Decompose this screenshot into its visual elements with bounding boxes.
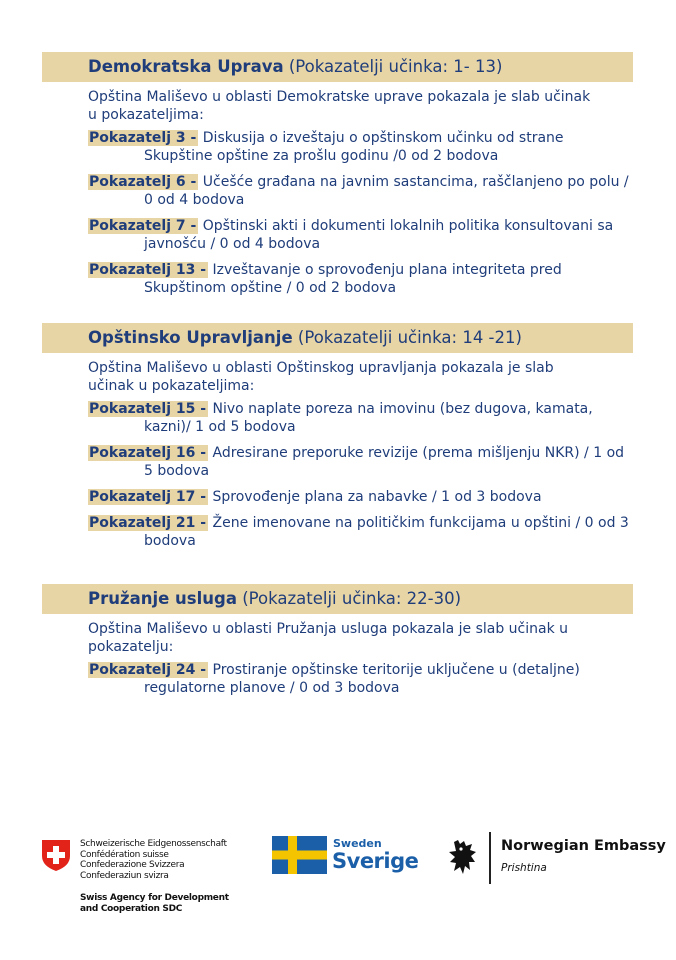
section-opstinsko-upravljanje: [42, 323, 633, 550]
indicator-label: Pokazatelj 7 -: [89, 218, 197, 234]
swiss-flag-icon: [40, 838, 72, 872]
indicator-item: [42, 129, 633, 165]
indicator-text: Učešće građana na javnim sastancima, raščlanjeno po polu /: [198, 174, 629, 190]
swiss-line: Schweizerische Eidgenossenschaft: [80, 839, 227, 849]
section-range: (Pokazatelji učinka: 22-30): [242, 589, 462, 608]
prishtina-label: Prishtina: [501, 862, 547, 874]
indicator-item: [42, 217, 633, 253]
sverige-label: Sverige: [332, 849, 419, 873]
indicator-text: Diskusija o izveštaju o opštinskom učinku od strane: [198, 130, 564, 146]
sponsor-logos: [0, 820, 676, 940]
indicator-item: [42, 261, 633, 297]
indicator-text-cont: bodova: [144, 533, 196, 549]
intro-line: Opština Mališevo u oblasti Demokratske uprave pokazala je slab učinak: [88, 89, 591, 105]
norwegian-lion-icon: [446, 838, 480, 876]
indicator-text-cont: kazni)/ 1 od 5 bodova: [144, 419, 296, 435]
section-pruzanje-usluga: [42, 584, 633, 697]
indicator-label: Pokazatelj 16 -: [89, 445, 207, 461]
agency-line: Swiss Agency for Development: [80, 893, 229, 903]
indicator-item: [42, 488, 633, 506]
indicator-label: Pokazatelj 3 -: [89, 130, 197, 146]
intro-line: učinak u pokazateljima:: [88, 378, 255, 394]
agency-line: and Cooperation SDC: [80, 904, 183, 914]
intro-line: u pokazateljima:: [88, 107, 204, 123]
indicator-text: Izveštavanje o sprovođenju plana integriteta pred: [208, 262, 562, 278]
intro-line: Opština Mališevo u oblasti Opštinskog upravljanja pokazala je slab: [88, 360, 554, 376]
indicator-text: Nivo naplate poreza na imovinu (bez dugova, kamata,: [208, 401, 593, 417]
indicator-text-cont: 5 bodova: [144, 463, 210, 479]
indicator-text-cont: Skupštinom opštine / 0 od 2 bodova: [144, 280, 397, 296]
swiss-confederation-text: [80, 839, 227, 881]
intro-line: Opština Mališevo u oblasti Pružanja usluga pokazala je slab učinak u: [88, 621, 569, 637]
norwegian-embassy-label: Norwegian Embassy: [501, 838, 666, 854]
section-intro: [88, 620, 633, 656]
indicator-text-cont: regulatorne planove / 0 od 3 bodova: [144, 680, 400, 696]
indicator-text-cont: 0 od 4 bodova: [144, 192, 245, 208]
section-title: Opštinsko Upravljanje: [88, 328, 293, 347]
indicator-label: Pokazatelj 21 -: [89, 515, 207, 531]
indicator-text: Opštinski akti i dokumenti lokalnih politika konsultovani sa: [198, 218, 614, 234]
swiss-line: Confederaziun svizra: [80, 870, 169, 881]
section-title: Demokratska Uprava: [88, 57, 284, 76]
logo-divider: [489, 832, 491, 884]
indicator-label: Pokazatelj 17 -: [89, 489, 207, 505]
indicator-label: Pokazatelj 24 -: [89, 662, 207, 678]
indicator-item: [42, 173, 633, 209]
section-header: [42, 584, 633, 614]
indicator-text: Adresirane preporuke revizije (prema mišljenju NKR) / 1 od: [208, 445, 625, 461]
indicator-text: Žene imenovane na političkim funkcijama u opštini / 0 od 3: [208, 515, 629, 531]
indicator-item: [42, 514, 633, 550]
section-range: (Pokazatelji učinka: 14 -21): [297, 328, 522, 347]
indicator-item: [42, 400, 633, 436]
sweden-flag-icon: [272, 836, 327, 874]
indicator-text: Prostiranje opštinske teritorije uključene u (detaljne): [208, 662, 580, 678]
intro-line: pokazatelju:: [88, 639, 174, 655]
swiss-agency-text: [80, 893, 229, 915]
indicator-text-cont: javnošću / 0 od 4 bodova: [144, 236, 321, 252]
section-header: [42, 52, 633, 82]
indicator-label: Pokazatelj 6 -: [89, 174, 197, 190]
section-range: (Pokazatelji učinka: 1- 13): [288, 57, 503, 76]
swiss-line: Confederazione Svizzera: [80, 860, 185, 870]
indicator-text: Sprovođenje plana za nabavke / 1 od 3 bodova: [208, 489, 542, 505]
section-title: Pružanje usluga: [88, 589, 237, 608]
indicator-label: Pokazatelj 13 -: [89, 262, 207, 278]
section-header: [42, 323, 633, 353]
section-intro: [88, 88, 633, 124]
section-intro: [88, 359, 633, 395]
indicator-label: Pokazatelj 15 -: [89, 401, 207, 417]
sweden-label: Sweden: [333, 837, 382, 850]
indicator-item: [42, 661, 633, 697]
indicator-text-cont: Skupštine opštine za prošlu godinu /0 od 2 bodova: [144, 148, 499, 164]
indicator-item: [42, 444, 633, 480]
swiss-line: Confédération suisse: [80, 849, 169, 860]
section-demokratska-uprava: [42, 52, 633, 297]
